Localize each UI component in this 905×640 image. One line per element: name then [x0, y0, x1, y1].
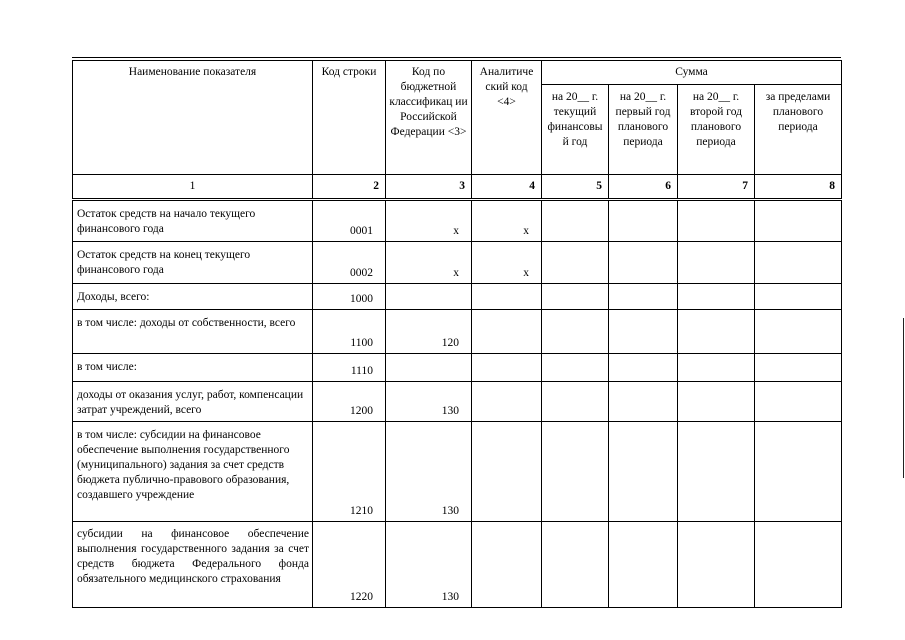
row-name: субсидии на финансовое обеспечение выполнения государственного задания за счет средств бюджета Федерального фонда обязательного медицинского страхования [73, 522, 313, 608]
table-row [73, 310, 842, 354]
cell-first-plan-year [609, 354, 678, 382]
row-code: 0002 [313, 242, 386, 284]
table-row [73, 522, 842, 608]
row-budget-code: x [386, 201, 472, 242]
row-analytic-code [472, 310, 542, 354]
cell-first-plan-year [609, 201, 678, 242]
row-name: Остаток средств на конец текущего финансового года [73, 242, 313, 284]
header-sum: Сумма [542, 61, 842, 85]
column-number-6: 6 [609, 175, 678, 199]
cell-beyond-plan-period [755, 201, 842, 242]
row-name: в том числе: доходы от собственности, всего [73, 310, 313, 354]
cell-second-plan-year [678, 382, 755, 422]
cell-second-plan-year [678, 201, 755, 242]
cell-first-plan-year [609, 382, 678, 422]
cell-current-year [542, 242, 609, 284]
row-budget-code: 120 [386, 310, 472, 354]
cell-current-year [542, 422, 609, 522]
cell-second-plan-year [678, 522, 755, 608]
row-budget-code [386, 284, 472, 310]
row-code: 1220 [313, 522, 386, 608]
cell-beyond-plan-period [755, 354, 842, 382]
row-analytic-code: x [472, 201, 542, 242]
cell-beyond-plan-period [755, 310, 842, 354]
row-code: 1200 [313, 382, 386, 422]
column-number-3: 3 [386, 175, 472, 199]
header-second-plan-year: на 20__ г. второй год планового периода [678, 85, 755, 175]
cell-beyond-plan-period [755, 284, 842, 310]
cell-second-plan-year [678, 284, 755, 310]
table-row [73, 422, 842, 522]
cell-current-year [542, 284, 609, 310]
row-analytic-code [472, 284, 542, 310]
cell-first-plan-year [609, 422, 678, 522]
header-budget-classification-code: Код по бюджетной классификац ии Российской Федерации <3> [386, 61, 472, 175]
table-row [73, 382, 842, 422]
cell-current-year [542, 382, 609, 422]
row-name: Доходы, всего: [73, 284, 313, 310]
cell-first-plan-year [609, 522, 678, 608]
cell-first-plan-year [609, 310, 678, 354]
row-budget-code: x [386, 242, 472, 284]
row-code: 1110 [313, 354, 386, 382]
table-row [73, 284, 842, 310]
row-analytic-code [472, 382, 542, 422]
header-first-plan-year: на 20__ г. первый год планового периода [609, 85, 678, 175]
header-current-year: на 20__ г. текущий финансовы й год [542, 85, 609, 175]
cell-current-year [542, 522, 609, 608]
financial-plan-table [72, 60, 842, 608]
table-row [73, 354, 842, 382]
header-line-code: Код строки [313, 61, 386, 175]
column-number-1: 1 [73, 175, 313, 199]
cell-beyond-plan-period [755, 422, 842, 522]
header-beyond-plan-period: за пределами планового периода [755, 85, 842, 175]
cell-second-plan-year [678, 310, 755, 354]
top-rule [72, 57, 841, 58]
row-budget-code: 130 [386, 382, 472, 422]
row-analytic-code [472, 354, 542, 382]
row-analytic-code [472, 522, 542, 608]
column-number-5: 5 [542, 175, 609, 199]
header-indicator-name: Наименование показателя [73, 61, 313, 175]
row-name: Остаток средств на начало текущего финансового года [73, 201, 313, 242]
row-budget-code: 130 [386, 422, 472, 522]
table-row [73, 242, 842, 284]
column-number-4: 4 [472, 175, 542, 199]
row-name: в том числе: [73, 354, 313, 382]
cell-current-year [542, 201, 609, 242]
cell-second-plan-year [678, 242, 755, 284]
row-code: 1000 [313, 284, 386, 310]
cell-second-plan-year [678, 354, 755, 382]
row-budget-code: 130 [386, 522, 472, 608]
column-number-7: 7 [678, 175, 755, 199]
cell-second-plan-year [678, 422, 755, 522]
cell-first-plan-year [609, 242, 678, 284]
cell-beyond-plan-period [755, 382, 842, 422]
row-code: 1100 [313, 310, 386, 354]
cell-current-year [542, 354, 609, 382]
table-row [73, 201, 842, 242]
cell-beyond-plan-period [755, 242, 842, 284]
row-code: 1210 [313, 422, 386, 522]
column-number-2: 2 [313, 175, 386, 199]
row-analytic-code [472, 422, 542, 522]
row-name: доходы от оказания услуг, работ, компенсации затрат учреждений, всего [73, 382, 313, 422]
row-code: 0001 [313, 201, 386, 242]
row-analytic-code: x [472, 242, 542, 284]
cell-first-plan-year [609, 284, 678, 310]
scan-edge-mark [903, 318, 904, 478]
cell-beyond-plan-period [755, 522, 842, 608]
cell-current-year [542, 310, 609, 354]
column-number-8: 8 [755, 175, 842, 199]
row-name: в том числе: субсидии на финансовое обеспечение выполнения государственного (муниципального) задания за счет средств бюджета публично-правового образования, создавшего учреждение [73, 422, 313, 522]
header-analytic-code: Аналитиче ский код <4> [472, 61, 542, 175]
row-budget-code [386, 354, 472, 382]
